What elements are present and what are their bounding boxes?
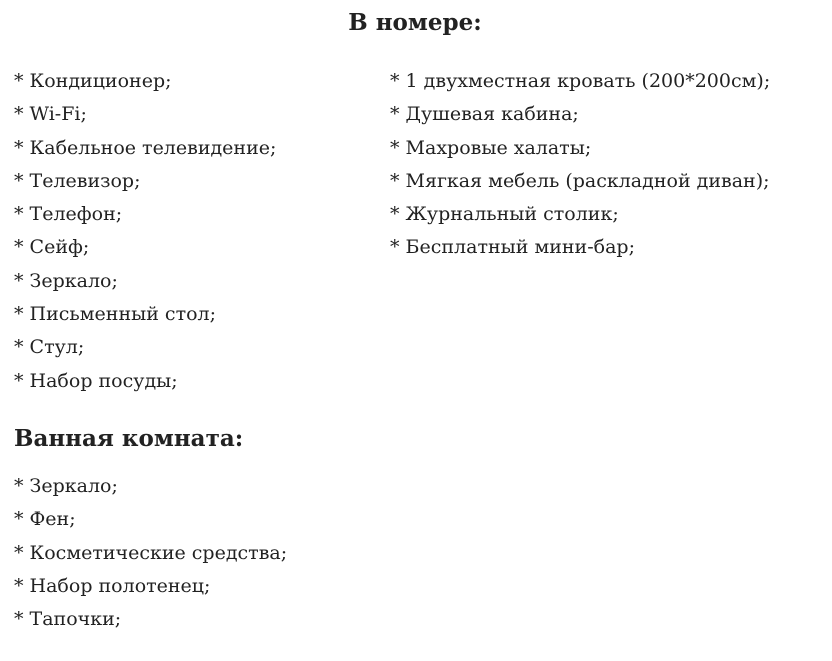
list-item: * Душевая кабина; <box>390 103 579 126</box>
room-items-left-column <box>14 65 390 398</box>
list-item: * Бесплатный мини-бар; <box>390 236 635 259</box>
list-item: * Тапочки; <box>14 608 122 631</box>
list-item: * Зеркало; <box>14 474 118 497</box>
list-item: * Махровые халаты; <box>390 136 592 159</box>
list-item: * Зеркало; <box>14 269 118 292</box>
list-item: * Косметические средства; <box>14 541 288 564</box>
list-item: * Фен; <box>14 508 76 531</box>
list-item: * Кондиционер; <box>14 70 172 92</box>
list-item: * Wi-Fi; <box>14 103 87 126</box>
list-item: * Журнальный столик; <box>390 203 619 226</box>
bathroom-section-title: Ванная комната: <box>14 424 244 452</box>
page-title: В номере: <box>348 9 482 36</box>
room-description-page <box>0 9 832 636</box>
room-amenities-columns <box>14 65 816 398</box>
list-item: * Набор полотенец; <box>14 574 211 597</box>
list-item: * Телевизор; <box>14 169 141 192</box>
list-item: * Телефон; <box>14 203 123 226</box>
list-item: * Кабельное телевидение; <box>14 136 277 159</box>
list-item: * Набор посуды; <box>14 369 178 392</box>
bathroom-items-list <box>14 470 816 636</box>
list-item: * Мягкая мебель (раскладной диван); <box>390 169 770 192</box>
list-item: * Стул; <box>14 336 85 359</box>
list-item: * 1 двухместная кровать (200*200см); <box>390 70 771 92</box>
list-item: * Письменный стол; <box>14 303 216 326</box>
room-items-right-column <box>390 65 816 398</box>
list-item: * Сейф; <box>14 236 90 259</box>
